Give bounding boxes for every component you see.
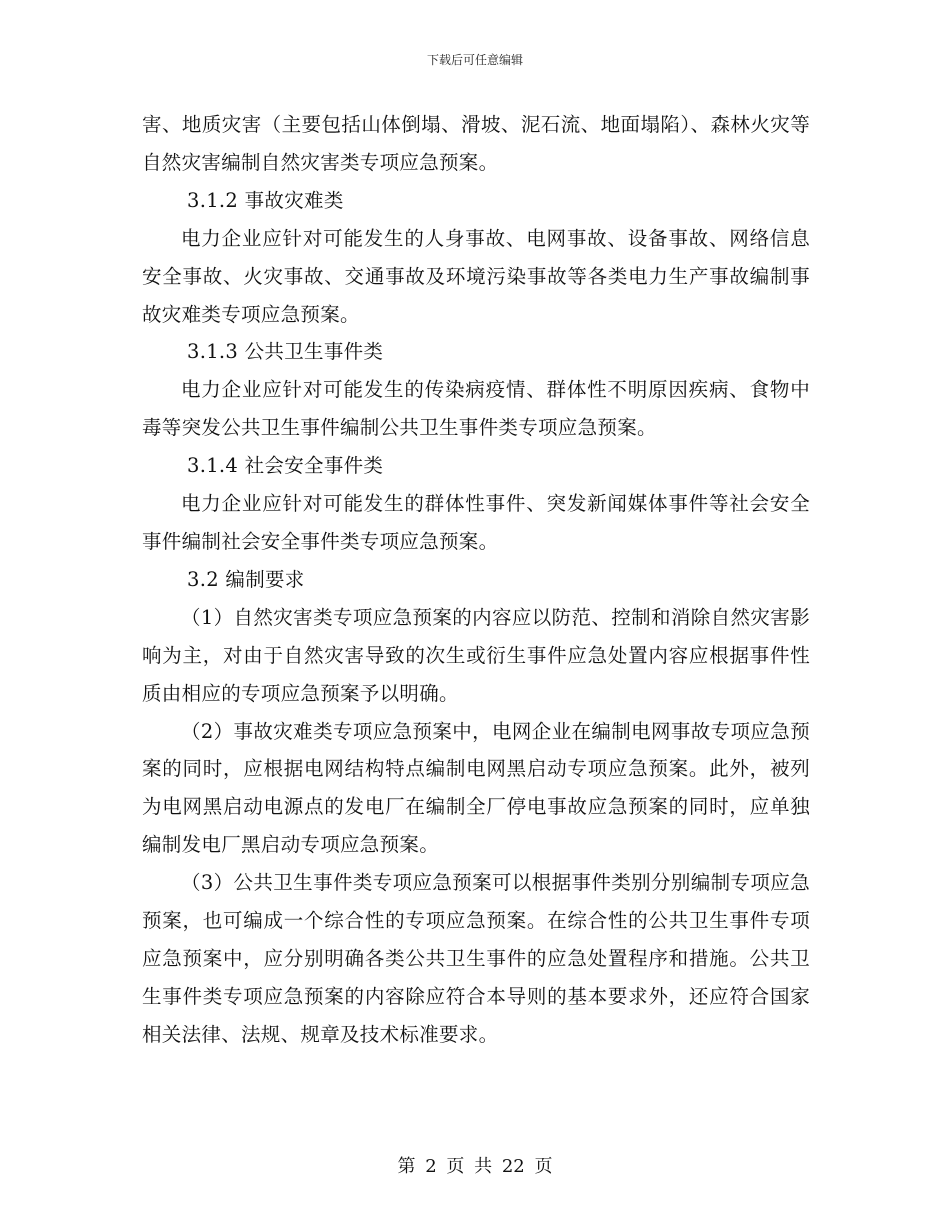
paragraph-3-1-4: 电力企业应针对可能发生的群体性事件、突发新闻媒体事件等社会安全事件编制社会安全事件类专项应急预案。: [142, 492, 810, 553]
page-header: 下载后可任意编辑: [426, 53, 523, 67]
paragraph-3-1-2: 电力企业应针对可能发生的人身事故、电网事故、设备事故、网络信息安全事故、火灾事故、交通事故及环境污染事故等各类电力生产事故编制事故灾难类专项应急预案。: [142, 226, 810, 326]
section-heading-3-1-3: 3.1.3 公共卫生事件类: [187, 340, 384, 364]
requirement-item-3: （3）公共卫生事件类专项应急预案可以根据事件类别分别编制专项应急预案，也可编成一个综合性的专项应急预案。在综合性的公共卫生事件专项应急预案中，应分别明确各类公共卫生事件的应急处置程序和措施。公共卫生事件类专项应急预案的内容除应符合本导则的基本要求外，还应符合国家相关法律、法规、规章及技术标准要求。: [142, 871, 810, 1046]
requirement-item-2: （2）事故灾难类专项应急预案中，电网企业在编制电网事故专项应急预案的同时，应根据电网结构特点编制电网黑启动专项应急预案。此外，被列为电网黑启动电源点的发电厂在编制全厂停电事故应急预案的同时，应单独编制发电厂黑启动专项应急预案。: [142, 719, 810, 857]
requirement-item-1: （1）自然灾害类专项应急预案的内容应以防范、控制和消除自然灾害影响为主，对由于自然灾害导致的次生或衍生事件应急处置内容应根据事件性质由相应的专项应急预案予以明确。: [142, 605, 810, 705]
section-heading-3-1-2: 3.1.2 事故灾难类: [187, 188, 344, 212]
continued-paragraph: 害、地质灾害（主要包括山体倒塌、滑坡、泥石流、地面塌陷）、森林火灾等自然灾害编制自然灾害类专项应急预案。: [142, 113, 810, 174]
paragraph-3-1-3: 电力企业应针对可能发生的传染病疫情、群体性不明原因疾病、食物中毒等突发公共卫生事件编制公共卫生事件类专项应急预案。: [142, 378, 810, 440]
section-heading-3-2: 3.2 编制要求: [187, 567, 305, 591]
document-body: [142, 106, 810, 1054]
page-number-footer: 第 2 页 共 22 页: [397, 1156, 553, 1177]
section-heading-3-1-4: 3.1.4 社会安全事件类: [187, 454, 384, 478]
